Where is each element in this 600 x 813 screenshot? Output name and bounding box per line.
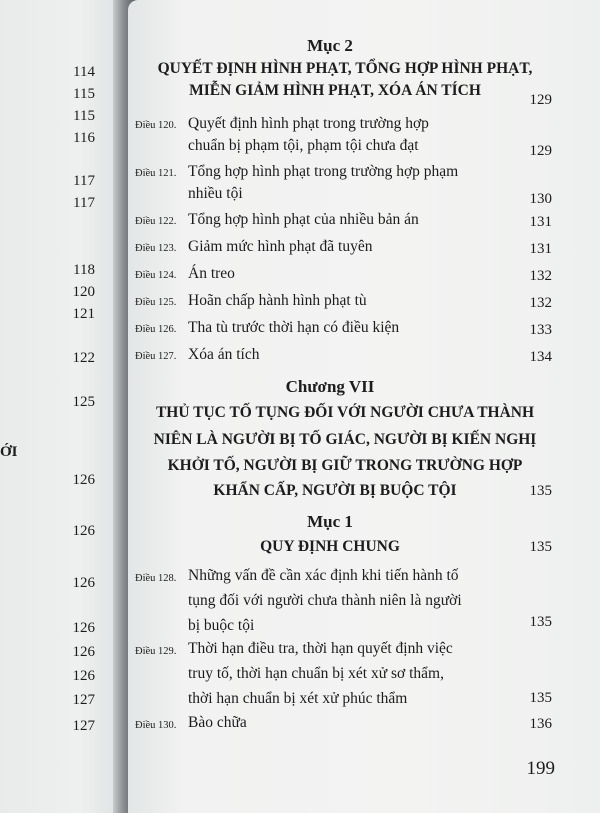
page-ref: 129: [529, 143, 552, 159]
article-label: Điều 125.: [135, 297, 177, 308]
article-label: Điều 129.: [135, 646, 177, 657]
page-ref: 135: [529, 483, 552, 499]
left-page-number: 127: [72, 718, 95, 734]
article-title: bị buộc tội: [188, 617, 255, 634]
article-title: Tổng hợp hình phạt trong trường hợp phạm: [188, 163, 459, 180]
left-page-number: 115: [73, 108, 95, 124]
article-label: Điều 120.: [135, 120, 177, 131]
article-title: truy tố, thời hạn chuẩn bị xét xử sơ thẩm,: [188, 665, 444, 682]
article-title: thời hạn chuẩn bị xét xử phúc thẩm: [188, 690, 408, 707]
chapter-title: THỦ TỤC TỐ TỤNG ĐỐI VỚI NGƯỜI CHƯA THÀNH: [155, 404, 535, 421]
article-title: nhiều tội: [188, 185, 243, 202]
article-title: Tha tù trước thời hạn có điều kiện: [188, 319, 400, 336]
left-page-number: 121: [72, 306, 95, 322]
section-title: MIỄN GIẢM HÌNH PHẠT, XÓA ÁN TÍCH: [189, 82, 481, 99]
left-page: [0, 0, 113, 813]
page-ref: 129: [529, 92, 552, 108]
left-page-number: 122: [72, 350, 95, 366]
left-page-number: 118: [73, 262, 95, 278]
article-label: Điều 130.: [135, 720, 177, 731]
chapter-title: NIÊN LÀ NGƯỜI BỊ TỐ GIÁC, NGƯỜI BỊ KIẾN NGHỊ: [153, 431, 537, 448]
article-title: Bào chữa: [188, 714, 247, 731]
article-title: Tổng hợp hình phạt của nhiều bản án: [188, 211, 419, 228]
page-ref: 133: [529, 322, 552, 338]
section-title: QUYẾT ĐỊNH HÌNH PHẠT, TỔNG HỢP HÌNH PHẠT,: [157, 60, 533, 77]
article-label: Điều 127.: [135, 351, 177, 362]
left-page-number: 126: [72, 575, 95, 591]
article-title: Án treo: [188, 265, 235, 282]
page-ref: 135: [529, 690, 552, 706]
article-title: Giảm mức hình phạt đã tuyên: [188, 238, 373, 255]
left-page-number: 126: [72, 620, 95, 636]
article-title: tụng đối với người chưa thành niên là người: [188, 592, 462, 609]
left-page-number: 114: [73, 64, 95, 80]
article-label: Điều 123.: [135, 243, 177, 254]
left-page-number: 117: [73, 195, 95, 211]
page-ref: 135: [529, 614, 552, 630]
chapter-heading: Chương VII: [285, 377, 375, 396]
left-page-number: 116: [73, 130, 95, 146]
section-title: QUY ĐỊNH CHUNG: [260, 538, 400, 555]
article-label: Điều 128.: [135, 573, 177, 584]
chapter-title: KHẨN CẤP, NGƯỜI BỊ BUỘC TỘI: [213, 482, 457, 499]
article-title: Xóa án tích: [188, 346, 260, 363]
article-label: Điều 122.: [135, 216, 177, 227]
left-page-number: 120: [72, 284, 95, 300]
article-label: Điều 124.: [135, 270, 177, 281]
page-ref: 136: [529, 716, 552, 732]
article-title: Hoãn chấp hành hình phạt tù: [188, 292, 367, 309]
section-heading: Mục 1: [307, 512, 353, 531]
left-page-number: 126: [72, 668, 95, 684]
page-ref: 132: [529, 268, 552, 284]
left-page-number: 127: [72, 692, 95, 708]
chapter-title: KHỞI TỐ, NGƯỜI BỊ GIỮ TRONG TRƯỜNG HỢP: [167, 457, 523, 474]
left-page-number: 125: [72, 394, 95, 410]
left-page-fragment: ỚI: [0, 444, 18, 460]
page-ref: 132: [529, 295, 552, 311]
article-label: Điều 121.: [135, 168, 177, 179]
article-title: Quyết định hình phạt trong trường hợp: [188, 115, 429, 132]
left-page-number: 126: [72, 644, 95, 660]
article-label: Điều 126.: [135, 324, 177, 335]
page-ref: 134: [529, 349, 552, 365]
left-page-number: 126: [72, 523, 95, 539]
page-ref: 131: [529, 214, 552, 230]
section-heading: Mục 2: [307, 36, 353, 55]
page-ref: 135: [529, 539, 552, 555]
left-page-number: 126: [72, 472, 95, 488]
article-title: Những vấn đề cần xác định khi tiến hành tố: [188, 567, 459, 584]
left-page-number: 115: [73, 86, 95, 102]
article-title: Thời hạn điều tra, thời hạn quyết định việc: [188, 640, 453, 657]
page-ref: 131: [529, 241, 552, 257]
left-page-number: 117: [73, 173, 95, 189]
article-title: chuẩn bị phạm tội, phạm tội chưa đạt: [188, 137, 419, 154]
page-number: 199: [526, 758, 555, 779]
page-ref: 130: [529, 191, 552, 207]
